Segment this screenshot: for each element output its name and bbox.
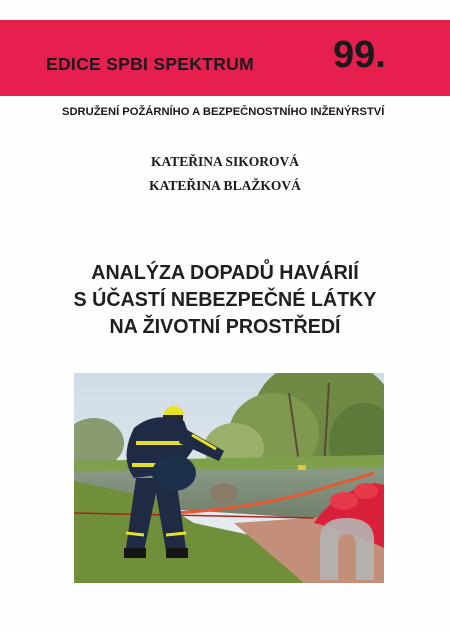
title-line: S ÚČASTÍ NEBEZPEČNÉ LÁTKY [73, 288, 377, 311]
author-name: KATEŘINA SIKOROVÁ [151, 154, 299, 169]
series-number: 99. [333, 34, 386, 76]
author-name: KATEŘINA BLAŽKOVÁ [149, 178, 301, 193]
publisher-name: SDRUŽENÍ POŽÁRNÍHO A BEZPEČNOSTNÍHO INŽENÝRSTVÍ [62, 106, 385, 118]
author-list [0, 150, 450, 198]
series-label: EDICE SPBI SPEKTRUM [46, 54, 254, 74]
n-logo-icon [312, 510, 384, 582]
title-line: NA ŽIVOTNÍ PROSTŘEDÍ [109, 315, 341, 338]
book-title [28, 259, 422, 340]
title-line: ANALÝZA DOPADŮ HAVÁRIÍ [91, 261, 359, 284]
